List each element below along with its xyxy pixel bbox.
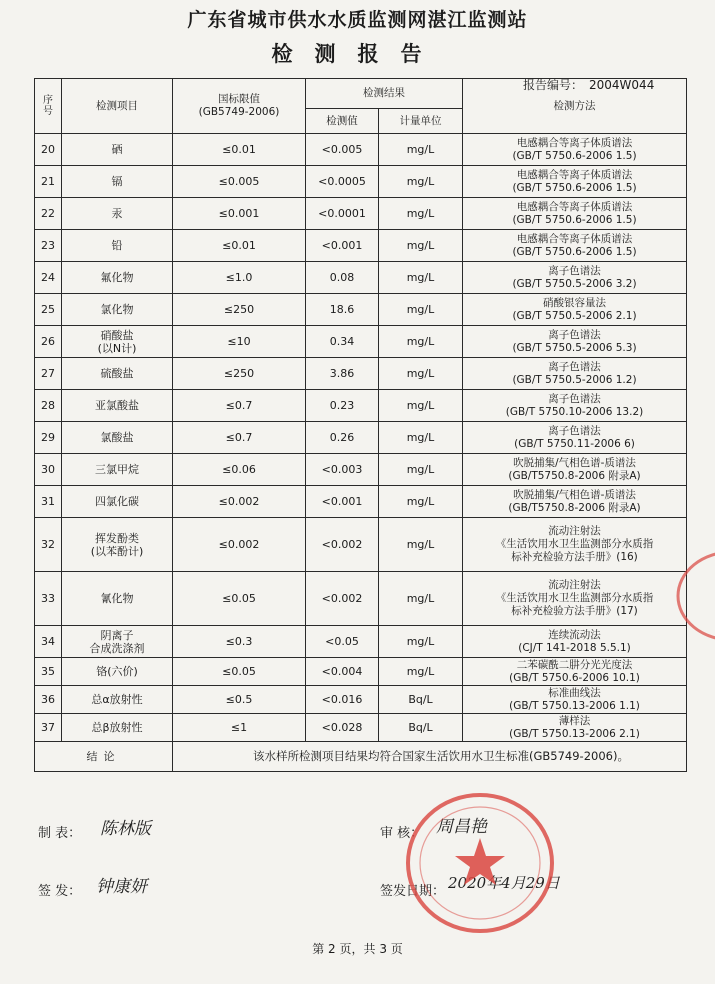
row-limit: [173, 230, 306, 262]
row-item: [62, 422, 173, 454]
row-method-line: 吹脱捕集/气相色谱-质谱法: [513, 456, 636, 469]
row-method-line: (GB/T 5750.5-2006 5.3): [512, 341, 637, 354]
row-method-line: 二苯碳酰二肼分光光度法: [516, 658, 633, 671]
row-no: [35, 518, 62, 572]
row-method: [463, 358, 687, 390]
row-item-line: (以N计): [97, 341, 137, 355]
row-unit: [379, 262, 463, 294]
row-limit: [173, 358, 306, 390]
table-row: [35, 486, 687, 518]
row-unit-line: mg/L: [406, 335, 435, 348]
conclusion-label: 结论: [35, 742, 173, 772]
row-limit: [173, 518, 306, 572]
table-row: [35, 166, 687, 198]
row-item: [62, 294, 173, 326]
row-unit-line: Bq/L: [408, 693, 433, 706]
row-limit-line: ≤0.005: [218, 175, 260, 188]
row-no: [35, 454, 62, 486]
row-item: [62, 572, 173, 626]
row-no-line: 24: [41, 271, 55, 284]
row-unit: [379, 658, 463, 686]
row-method-line: 电感耦合等离子体质谱法: [516, 200, 633, 213]
row-item-line: (以苯酚计): [90, 544, 144, 558]
issue-date-value: 2020年4月29日: [448, 874, 560, 892]
reviewed-label: 审 核：: [380, 826, 424, 841]
row-item: [62, 166, 173, 198]
row-value: [306, 262, 379, 294]
row-value-line: 0.26: [329, 431, 355, 444]
reviewed-signature: 周昌艳: [436, 817, 487, 837]
table-row: [35, 198, 687, 230]
row-value: [306, 518, 379, 572]
row-value-line: <0.05: [325, 635, 359, 648]
row-no: [35, 294, 62, 326]
row-no-line: 25: [41, 303, 55, 316]
row-item: [62, 134, 173, 166]
row-limit-line: ≤0.05: [222, 592, 256, 605]
row-value-line: 0.34: [329, 335, 355, 348]
row-value-line: <0.003: [321, 463, 363, 476]
row-limit: [173, 326, 306, 358]
row-value: [306, 198, 379, 230]
row-method-line: (GB/T 5750.13-2006 2.1): [509, 727, 640, 740]
row-value: [306, 658, 379, 686]
row-unit-line: mg/L: [406, 239, 435, 252]
row-value: [306, 358, 379, 390]
row-unit: [379, 166, 463, 198]
row-no: [35, 714, 62, 742]
issued-signature: 钟康妍: [96, 877, 147, 897]
row-limit-line: ≤0.05: [222, 665, 256, 678]
row-limit-line: ≤250: [223, 367, 255, 380]
row-value: [306, 294, 379, 326]
row-item-line: 硒: [111, 143, 123, 156]
row-item: [62, 358, 173, 390]
row-item-line: 四氯化碳: [95, 495, 139, 508]
row-no-line: 33: [41, 592, 55, 605]
row-limit: [173, 166, 306, 198]
document-title: 检测报告: [271, 42, 444, 66]
prepared-label: 制 表：: [38, 826, 82, 841]
row-no: [35, 326, 62, 358]
row-method-line: (GB/T 5750.10-2006 13.2): [505, 405, 644, 418]
row-unit: [379, 686, 463, 714]
row-item-line: 硫酸盐: [100, 367, 134, 380]
row-unit-line: mg/L: [406, 367, 435, 380]
row-method-line: 标补充检验方法手册》(17): [511, 605, 638, 617]
page-number: 第 2 页，共 3 页: [312, 942, 403, 956]
row-unit-line: mg/L: [406, 665, 435, 678]
table-row: [35, 572, 687, 626]
table-row: [35, 686, 687, 714]
row-method-line: (GB/T 5750.6-2006 1.5): [512, 181, 637, 194]
issued-label: 签 发：: [38, 884, 82, 899]
table-row: [35, 358, 687, 390]
row-method: [463, 262, 687, 294]
row-method-line: (GB/T 5750.6-2006 1.5): [512, 149, 637, 162]
row-value-line: <0.001: [321, 495, 363, 508]
row-value-line: <0.028: [321, 721, 363, 734]
row-method-line: 标补充检验方法手册》(16): [511, 551, 638, 563]
row-item: [62, 626, 173, 658]
table-row: [35, 658, 687, 686]
row-no: [35, 198, 62, 230]
table-row: [35, 230, 687, 262]
row-method-line: 离子色谱法: [548, 392, 601, 405]
row-no: [35, 572, 62, 626]
row-unit: [379, 230, 463, 262]
row-item-line: 氯酸盐: [100, 431, 134, 444]
row-limit: [173, 134, 306, 166]
row-item-line: 亚氯酸盐: [95, 399, 139, 412]
row-unit-line: mg/L: [406, 538, 435, 551]
partial-seal-icon: [672, 548, 715, 644]
row-item: [62, 486, 173, 518]
row-method-line: 薄样法: [558, 714, 591, 727]
row-unit: [379, 326, 463, 358]
row-method-line: 电感耦合等离子体质谱法: [516, 232, 633, 245]
row-item: [62, 390, 173, 422]
table-row: [35, 390, 687, 422]
row-no: [35, 422, 62, 454]
row-unit-line: mg/L: [406, 431, 435, 444]
col-header-value: 检测值: [306, 109, 379, 134]
row-value: [306, 390, 379, 422]
row-no: [35, 486, 62, 518]
row-limit-line: ≤0.002: [218, 495, 260, 508]
results-table-body: [35, 79, 687, 772]
row-method-line: (GB/T 5750.11-2006 6): [514, 437, 635, 450]
row-method: [463, 686, 687, 714]
row-item-line: 铬(六价): [96, 665, 138, 678]
row-method-line: 标准曲线法: [548, 686, 601, 699]
row-method: [463, 134, 687, 166]
col-header-limit: [173, 79, 306, 134]
row-unit-line: mg/L: [406, 303, 435, 316]
row-limit: [173, 454, 306, 486]
row-method: [463, 486, 687, 518]
row-limit: [173, 626, 306, 658]
row-limit-line: ≤0.7: [225, 431, 253, 444]
row-value-line: <0.002: [321, 538, 363, 551]
table-row: [35, 454, 687, 486]
row-unit-line: mg/L: [406, 463, 435, 476]
row-value-line: <0.0001: [318, 207, 366, 220]
row-value: [306, 230, 379, 262]
row-limit-line: ≤0.5: [225, 693, 253, 706]
row-item-line: 阴离子: [100, 628, 134, 642]
row-item: [62, 198, 173, 230]
row-unit: [379, 294, 463, 326]
row-item-line: 氰化物: [100, 592, 134, 605]
row-method-line: 连续流动法: [548, 628, 601, 641]
row-item-line: 合成洗涤剂: [89, 641, 145, 655]
row-limit: [173, 658, 306, 686]
conclusion-row: [35, 742, 687, 772]
table-row: [35, 134, 687, 166]
row-limit-line: ≤0.01: [222, 143, 256, 156]
row-unit: [379, 518, 463, 572]
row-unit: [379, 198, 463, 230]
row-value-line: 0.23: [329, 399, 355, 412]
table-row: [35, 714, 687, 742]
row-no: [35, 230, 62, 262]
row-limit-line: ≤0.7: [225, 399, 253, 412]
row-item: [62, 518, 173, 572]
report-number-value: 2004W044: [589, 78, 655, 92]
row-no-line: 31: [41, 495, 55, 508]
row-limit-line: ≤0.01: [222, 239, 256, 252]
row-item: [62, 454, 173, 486]
row-value: [306, 454, 379, 486]
table-row: [35, 518, 687, 572]
row-no-line: 22: [41, 207, 55, 220]
row-no-line: 37: [41, 721, 55, 734]
row-method: [463, 422, 687, 454]
row-unit: [379, 422, 463, 454]
conclusion-text: 该水样所检测项目结果均符合国家生活饮用水卫生标准(GB5749-2006)。: [173, 742, 687, 772]
row-no: [35, 134, 62, 166]
row-method: [463, 326, 687, 358]
row-value: [306, 686, 379, 714]
row-method-line: (GB/T 5750.5-2006 3.2): [512, 277, 637, 290]
row-value-line: <0.002: [321, 592, 363, 605]
row-unit-line: Bq/L: [408, 721, 433, 734]
row-unit-line: mg/L: [406, 592, 435, 605]
row-item: [62, 230, 173, 262]
row-no-line: 36: [41, 693, 55, 706]
row-method-line: 离子色谱法: [548, 424, 601, 437]
row-item-line: 硝酸盐: [100, 328, 134, 342]
organization-title: 广东省城市供水水质监测网湛江监测站: [187, 9, 528, 31]
row-unit-line: mg/L: [406, 175, 435, 188]
row-method: [463, 230, 687, 262]
row-item-line: 汞: [111, 207, 123, 220]
row-limit: [173, 294, 306, 326]
row-value-line: 18.6: [329, 303, 355, 316]
row-no-line: 27: [41, 367, 55, 380]
row-no-line: 30: [41, 463, 55, 476]
row-method-line: 离子色谱法: [548, 264, 601, 277]
row-limit-line: ≤1: [230, 721, 248, 734]
row-limit-line: ≤0.002: [218, 538, 260, 551]
row-unit: [379, 626, 463, 658]
col-header-no: 序号: [35, 79, 62, 134]
row-item: [62, 326, 173, 358]
row-no-line: 28: [41, 399, 55, 412]
row-value: [306, 134, 379, 166]
row-unit-line: mg/L: [406, 207, 435, 220]
row-item-line: 铅: [111, 239, 123, 252]
row-no-line: 26: [41, 335, 55, 348]
row-value-line: <0.004: [321, 665, 363, 678]
row-method-line: (GB/T5750.8-2006 附录A): [508, 501, 641, 514]
row-unit-line: mg/L: [406, 143, 435, 156]
row-item: [62, 714, 173, 742]
row-method: [463, 626, 687, 658]
row-method-line: 电感耦合等离子体质谱法: [516, 168, 633, 181]
row-no: [35, 390, 62, 422]
row-no-line: 32: [41, 538, 55, 551]
row-method-line: (GB/T 5750.6-2006 1.5): [512, 213, 637, 226]
table-row: [35, 326, 687, 358]
row-limit-line: ≤0.3: [225, 635, 253, 648]
row-method-line: 电感耦合等离子体质谱法: [516, 136, 633, 149]
row-value: [306, 714, 379, 742]
row-method-line: (GB/T 5750.6-2006 1.5): [512, 245, 637, 258]
row-unit-line: mg/L: [406, 635, 435, 648]
row-no: [35, 262, 62, 294]
row-item: [62, 658, 173, 686]
row-no: [35, 686, 62, 714]
row-method-line: 吹脱捕集/气相色谱-质谱法: [513, 488, 636, 501]
row-value-line: <0.016: [321, 693, 363, 706]
row-value: [306, 486, 379, 518]
row-method: [463, 454, 687, 486]
row-item-line: 三氯甲烷: [95, 463, 139, 476]
row-value: [306, 326, 379, 358]
row-method: [463, 198, 687, 230]
row-limit-line: ≤1.0: [225, 271, 253, 284]
row-unit: [379, 486, 463, 518]
row-unit: [379, 134, 463, 166]
row-method-line: 离子色谱法: [548, 328, 601, 341]
row-item-line: 挥发酚类: [95, 531, 139, 545]
table-row: [35, 626, 687, 658]
row-limit-line: ≤250: [223, 303, 255, 316]
row-limit: [173, 422, 306, 454]
row-no: [35, 166, 62, 198]
row-method-line: 硝酸银容量法: [543, 296, 606, 309]
row-no: [35, 358, 62, 390]
row-method: [463, 518, 687, 572]
row-value-line: <0.005: [321, 143, 363, 156]
col-header-method: 检测方法: [463, 79, 687, 134]
row-item: [62, 686, 173, 714]
row-method: [463, 572, 687, 626]
row-limit: [173, 572, 306, 626]
row-item-line: 氯化物: [100, 303, 134, 316]
row-no: [35, 626, 62, 658]
row-method-line: 离子色谱法: [548, 360, 601, 373]
official-seal-icon: [400, 788, 560, 938]
table-row: [35, 262, 687, 294]
row-value: [306, 626, 379, 658]
row-limit: [173, 390, 306, 422]
row-method-line: 流动注射法: [548, 525, 601, 537]
row-method: [463, 390, 687, 422]
row-no-line: 21: [41, 175, 55, 188]
results-table: [34, 78, 687, 772]
row-unit: [379, 358, 463, 390]
row-no-line: 29: [41, 431, 55, 444]
row-no-line: 23: [41, 239, 55, 252]
row-limit-line: ≤0.001: [218, 207, 260, 220]
row-unit: [379, 454, 463, 486]
row-method-line: (CJ/T 141-2018 5.5.1): [518, 641, 631, 654]
row-method-line: (GB/T 5750.5-2006 2.1): [512, 309, 637, 322]
row-value-line: <0.0005: [318, 175, 366, 188]
table-row: [35, 422, 687, 454]
row-no-line: 20: [41, 143, 55, 156]
row-no-line: 35: [41, 665, 55, 678]
row-limit: [173, 686, 306, 714]
row-limit: [173, 486, 306, 518]
row-method: [463, 294, 687, 326]
issue-date-label: 签发日期：: [380, 884, 446, 899]
prepared-signature: 陈林版: [100, 819, 151, 839]
row-unit: [379, 390, 463, 422]
row-limit-line: ≤0.06: [222, 463, 256, 476]
row-value: [306, 166, 379, 198]
row-method-line: (GB/T5750.8-2006 附录A): [508, 469, 641, 482]
row-method: [463, 166, 687, 198]
row-value-line: 0.08: [329, 271, 355, 284]
row-item-line: 镉: [111, 175, 123, 188]
row-item: [62, 262, 173, 294]
row-value: [306, 572, 379, 626]
row-method-line: 《生活饮用水卫生监测部分水质指: [495, 592, 654, 604]
row-unit: [379, 572, 463, 626]
row-method-line: 《生活饮用水卫生监测部分水质指: [495, 538, 654, 550]
row-unit: [379, 714, 463, 742]
row-item-line: 氟化物: [100, 271, 134, 284]
row-no: [35, 658, 62, 686]
row-item-line: 总α放射性: [91, 693, 143, 706]
col-header-limit-std: (GB5749-2006): [198, 106, 280, 118]
row-value-line: 3.86: [329, 367, 355, 380]
row-limit: [173, 262, 306, 294]
col-header-unit: 计量单位: [379, 109, 463, 134]
col-header-limit-label: 国标限值: [218, 93, 260, 105]
row-limit: [173, 714, 306, 742]
row-method: [463, 658, 687, 686]
row-unit-line: mg/L: [406, 495, 435, 508]
table-header-row: [35, 79, 687, 109]
row-unit-line: mg/L: [406, 399, 435, 412]
row-value-line: <0.001: [321, 239, 363, 252]
row-method-line: (GB/T 5750.6-2006 10.1): [509, 671, 640, 684]
row-value: [306, 422, 379, 454]
row-unit-line: mg/L: [406, 271, 435, 284]
row-limit: [173, 198, 306, 230]
row-method-line: (GB/T 5750.5-2006 1.2): [512, 373, 637, 386]
row-item-line: 总β放射性: [91, 721, 143, 734]
col-header-result: 检测结果: [306, 79, 463, 109]
table-row: [35, 294, 687, 326]
col-header-item: 检测项目: [62, 79, 173, 134]
row-method: [463, 714, 687, 742]
row-method-line: (GB/T 5750.13-2006 1.1): [509, 699, 640, 712]
row-method-line: 流动注射法: [548, 579, 601, 591]
report-number-label: 报告编号：: [523, 78, 584, 92]
row-no-line: 34: [41, 635, 55, 648]
row-limit-line: ≤10: [227, 335, 251, 348]
